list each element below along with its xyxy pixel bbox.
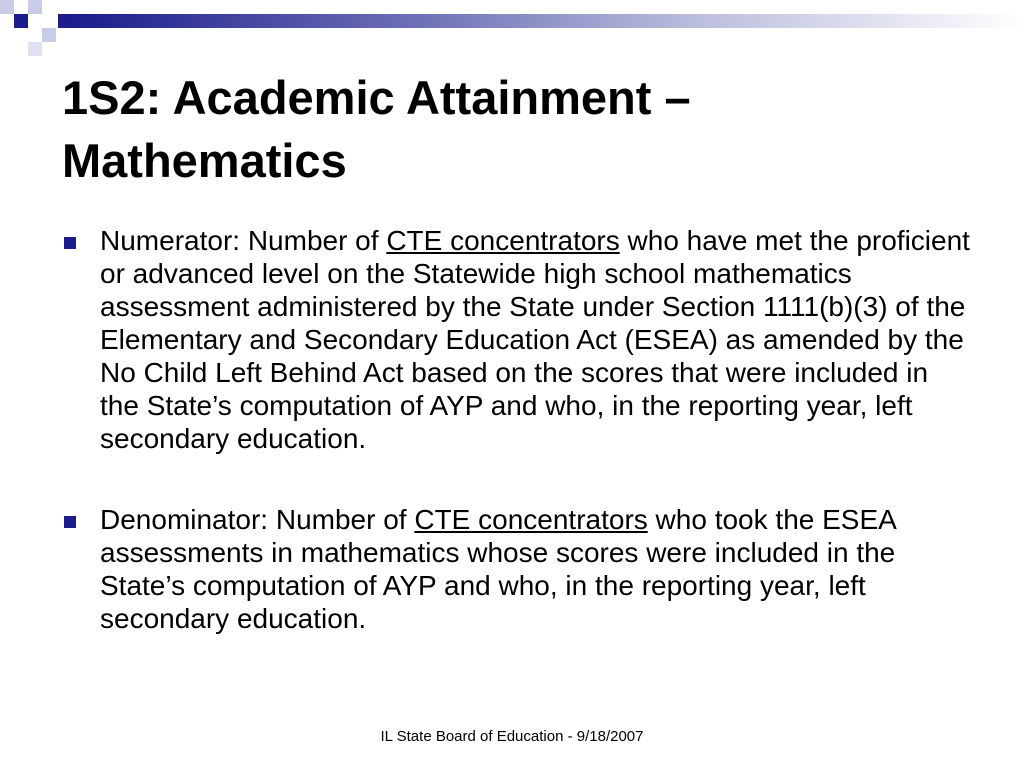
bullet-text: who have met the proficient or advanced level on the Statewide high school mathematics assessment administered by the State under Section 1111(b)(3) of the Elementary and Secondary Education Act (ESEA) as amended by the No Child Left Behind Act based on the scores that were included in the State’s computation of AYP and who, in the reporting year, left secondary education. — [100, 225, 970, 454]
decorative-square — [42, 28, 56, 42]
slide-footer: IL State Board of Education - 9/18/2007 — [380, 728, 644, 745]
bullet-text: who took the ESEA assessments in mathematics whose scores were included in the State’s computation of AYP and who, in the reporting year, left secondary education. — [100, 504, 896, 634]
bullet-denominator — [62, 503, 972, 635]
square-bullet-icon — [64, 516, 76, 528]
cte-concentrators-link[interactable]: CTE concentrators — [386, 225, 620, 256]
decorative-square — [28, 0, 42, 14]
header-decoration — [0, 0, 1024, 60]
cte-concentrators-link[interactable]: CTE concentrators — [414, 504, 648, 535]
slide-title — [62, 66, 962, 192]
decorative-square — [28, 42, 42, 56]
decorative-square — [14, 14, 28, 28]
bullet-lead: Numerator: Number of — [100, 225, 387, 256]
bullet-numerator — [62, 224, 972, 455]
slide-title-line-1: 1S2: Academic Attainment – — [62, 71, 691, 124]
decorative-square — [58, 14, 72, 28]
bullet-list — [62, 224, 972, 635]
slide-title-line-2: Mathematics — [62, 134, 347, 187]
bullet-lead: Denominator: Number of — [100, 504, 415, 535]
header-gradient-bar — [72, 14, 1024, 28]
square-bullet-icon — [64, 237, 76, 249]
decorative-square — [0, 0, 14, 14]
